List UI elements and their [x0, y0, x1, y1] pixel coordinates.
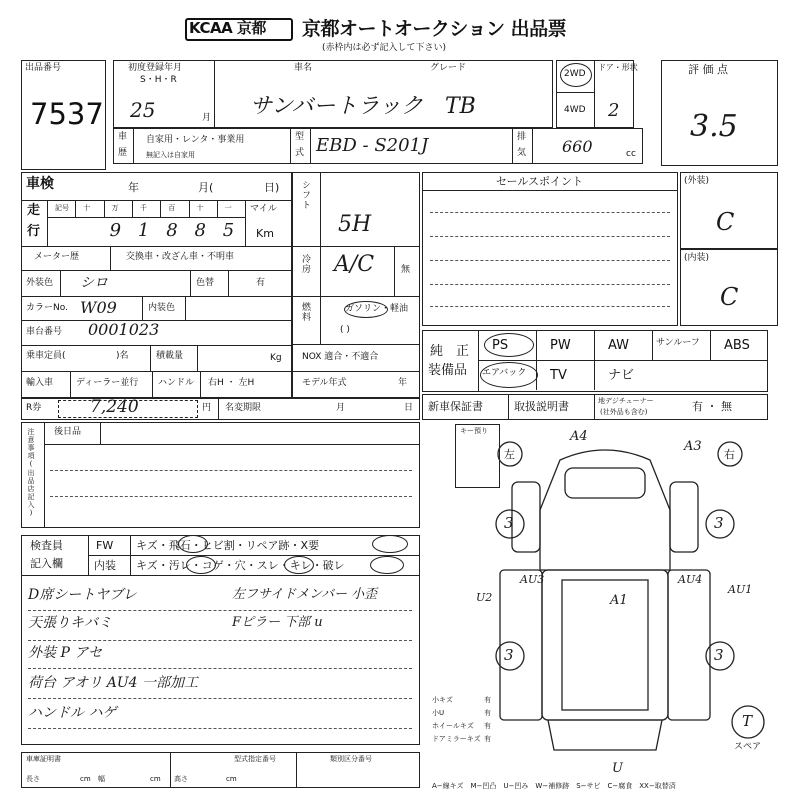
mark-au3: AU3: [520, 573, 545, 586]
handle-options: 右H ・ 左H: [208, 378, 255, 388]
sales-points-box: [422, 172, 678, 326]
footer-type-number: 型式指定番号: [234, 755, 276, 763]
fw-circle-2: [372, 535, 408, 553]
shaken-year: 年: [128, 181, 139, 194]
dealer-label: ディーラー並行: [76, 378, 139, 388]
name-change-day: 日: [404, 403, 414, 413]
shaken-day: 日): [264, 181, 280, 194]
exterior-grade-label: (外装): [684, 176, 710, 186]
mark-u-rear: U: [612, 761, 623, 776]
mark-3-front-right: 3: [714, 514, 724, 532]
fuel-options: ガソリン・軽油: [345, 304, 409, 314]
mile-unit: マイル: [250, 204, 277, 214]
mark-3-rear-left: 3: [504, 646, 514, 664]
grade-label: グレード: [430, 63, 467, 73]
yen-unit: 円: [202, 403, 212, 413]
footer-width: 幅: [98, 775, 105, 783]
interior-inspect-options: キズ・汚レ・コゲ・穴・スレ・キレ・破レ: [136, 559, 345, 572]
model-year-unit: 年: [398, 378, 408, 388]
inspector-label-2: 記入欄: [30, 557, 63, 570]
displacement-label-2: 気: [517, 148, 527, 158]
int-circle-3: [370, 556, 404, 574]
car-name: サンバートラック: [250, 94, 423, 119]
color-change-label: 色替: [196, 278, 215, 288]
digital-tuner-note: (社外品も含む): [600, 408, 648, 416]
inspector-note-3: 天張りキバミ: [28, 615, 112, 631]
mileage-digit: 8: [194, 220, 206, 241]
equipment-label-2: 装備品: [428, 363, 468, 378]
color-no-label: カラーNo.: [26, 303, 68, 313]
mileage-digit-header: 百: [168, 204, 176, 212]
mileage-digit-header: 万: [111, 204, 119, 212]
legend-item: ホイールキズ: [432, 722, 474, 730]
recycle-amount: 7,240: [90, 397, 139, 417]
load-unit: Kg: [270, 353, 282, 363]
score-label: 評 価 点: [688, 63, 728, 76]
drive-2wd: 2WD: [564, 69, 586, 79]
mileage-digit-header: 千: [139, 204, 147, 212]
sales-points-label: セールスポイント: [496, 175, 584, 188]
nox-label: NOX 適合・不適合: [302, 352, 379, 362]
handle-label: ハンドル: [158, 378, 195, 388]
shift-label: シフト: [300, 180, 310, 210]
km-unit: Km: [256, 227, 274, 240]
fuel-other: ( ): [340, 325, 350, 335]
legend-value: 有: [484, 696, 491, 704]
inspector-label-1: 検査員: [30, 539, 63, 552]
footer-class-number: 類別区分番号: [330, 755, 372, 763]
left-side-panel: [500, 570, 545, 720]
equipment-item: TV: [550, 368, 567, 383]
legend-value: 有: [484, 709, 491, 717]
digital-tuner-options: 有 ・ 無: [692, 400, 732, 413]
form-note: (赤枠内は必ず記入して下さい): [322, 43, 447, 53]
model-label-2: 式: [295, 148, 305, 158]
inspector-note-2: 左フサイドメンバー 小歪: [232, 587, 378, 602]
mileage-digit-header: 記号: [55, 204, 69, 212]
car-name-label: 車名: [294, 63, 313, 73]
meter-options: 交換車・改ざん車・不明車: [126, 252, 235, 262]
equipment-label-1: 純 正: [430, 344, 470, 359]
chassis-label: 車台番号: [26, 327, 63, 337]
displacement-label-1: 排: [517, 132, 527, 142]
equipment-box: [422, 330, 768, 392]
interior-grade: C: [720, 283, 739, 311]
model-year-label: モデル年式: [302, 378, 347, 388]
interior-grade-label: (内装): [684, 253, 710, 263]
mark-3-rear-right: 3: [714, 646, 724, 664]
mark-t: T: [742, 712, 753, 730]
equipment-item: エアバック: [482, 368, 527, 378]
ac-value: A/C: [334, 252, 375, 277]
cab-window: [565, 468, 645, 498]
drive-4wd: 4WD: [564, 105, 586, 115]
exterior-grade: C: [716, 208, 735, 236]
color-change-value: 有: [256, 278, 266, 288]
diagram-right-label: 右: [724, 448, 735, 461]
shaken-month: 月(: [198, 181, 214, 194]
mark-3-front-left: 3: [504, 514, 514, 532]
name-change-month: 月: [336, 403, 346, 413]
month-unit: 月: [202, 113, 212, 123]
usage-label-2: 歴: [118, 148, 128, 158]
inspector-note-6: 荷台 アオリ AU4 一部加工: [28, 675, 199, 691]
mileage-digit: 1: [137, 220, 150, 241]
ac-label: 冷房: [300, 254, 310, 274]
mileage-digit-header: 十: [196, 204, 204, 212]
mark-u2: U2: [476, 591, 493, 604]
mark-a4: A4: [570, 429, 588, 444]
recycle-label: R券: [26, 403, 42, 413]
digital-tuner-label: 地デジチューナー: [598, 397, 654, 405]
capacity-label: 乗車定員(: [26, 351, 66, 361]
fw-circle-1: [178, 535, 208, 553]
era-options: S・H・R: [140, 75, 177, 85]
airbag-circle: [480, 362, 538, 388]
manual-label: 取扱説明書: [514, 400, 569, 413]
mark-au1: AU1: [728, 583, 753, 596]
equipment-item: ナビ: [608, 368, 635, 383]
mileage-label-2: 行: [27, 224, 41, 239]
right-side-panel: [668, 570, 710, 720]
mileage-digit-header: 十: [83, 204, 91, 212]
equipment-item: PS: [492, 338, 509, 353]
ps-circle: [484, 333, 534, 357]
legend-item: ドアミラーキズ: [432, 735, 481, 743]
cc-unit: cc: [626, 149, 636, 159]
int-circle-1: [186, 556, 216, 574]
lot-number: 7537: [30, 97, 104, 131]
inspector-note-1: D席シートヤブレ: [28, 587, 137, 603]
import-label: 輸入車: [26, 378, 54, 388]
chassis-number: 0001023: [88, 320, 160, 339]
equipment-item: AW: [608, 338, 630, 353]
model-code: EBD - S201J: [316, 135, 429, 156]
name-change-label: 名変期限: [225, 403, 262, 413]
form-title: 京都オートオークション 出品票: [302, 18, 567, 40]
equipment-item: PW: [550, 338, 571, 353]
footer-height: 高さ: [174, 775, 188, 783]
code-legend: A−線キズ M−凹凸 U−凹み W−補修跡 S−サビ C−腐食 XX−取替済: [432, 782, 676, 790]
fuel-label: 燃料: [300, 302, 310, 322]
diagram-left-label: 左: [504, 448, 515, 461]
shift-value: 5H: [338, 212, 372, 237]
score-value: 3.5: [690, 109, 738, 144]
legend-item: 小U: [432, 709, 445, 717]
logo-text: KCAA 京都: [189, 19, 266, 37]
fw-label: FW: [96, 539, 114, 552]
door-label: ドア・形状: [598, 63, 638, 72]
notes-box: [21, 422, 420, 528]
usage-label-1: 車: [118, 132, 128, 142]
interior-color-label: 内装色: [148, 303, 176, 313]
after-date-label: 後日品: [54, 427, 82, 437]
ac-none: 無: [401, 265, 411, 275]
inspector-note-4: Fピラー 下部 u: [232, 615, 323, 630]
mark-au4: AU4: [678, 573, 703, 586]
bed-outline: [542, 570, 668, 720]
spare-label: スペア: [734, 742, 762, 752]
fw-options: キズ・飛石・ヒビ割・リペア跡・X要: [136, 539, 320, 552]
footer-cm-1: cm: [80, 775, 91, 783]
legend-value: 有: [484, 735, 491, 743]
footer-cm-3: cm: [226, 775, 237, 783]
equipment-item: ABS: [724, 338, 750, 353]
fuel-circle: [344, 301, 388, 318]
footer-length: 長さ: [26, 775, 40, 783]
bed-inner: [562, 580, 648, 710]
mileage-digit: 9: [109, 220, 122, 241]
grade: TB: [445, 94, 476, 119]
usage-note: 無記入は自家用: [146, 151, 195, 159]
color-no: W09: [80, 298, 117, 317]
capacity-unit: )名: [116, 351, 129, 361]
left-door: [512, 482, 540, 552]
inspector-note-7: ハンドル ハゲ: [28, 705, 117, 721]
legend-value: 有: [484, 722, 491, 730]
registration-year: 25: [130, 98, 156, 122]
footer-garage: 車庫証明書: [26, 755, 61, 763]
displacement: 660: [562, 137, 593, 156]
mileage-digit: 8: [166, 220, 178, 241]
usage-options: 自家用・レンタ・事業用: [146, 135, 245, 145]
inspector-note-5: 外装 P アセ: [28, 645, 103, 661]
mileage-digit: 5: [222, 220, 235, 241]
footer-cm-2: cm: [150, 775, 161, 783]
new-car-warranty: 新車保証書: [428, 400, 483, 413]
exterior-color-label: 外装色: [26, 278, 54, 288]
right-door: [670, 482, 698, 552]
notes-side-label: 注意事項(出品店記入): [27, 428, 35, 518]
shaken-label: 車検: [26, 176, 54, 192]
key-label: キー預り: [460, 427, 488, 435]
meter-label: メーター歴: [34, 252, 80, 262]
mileage-label-1: 走: [27, 203, 41, 218]
rear-panel: [548, 720, 662, 750]
equipment-item: サンルーフ: [656, 338, 700, 348]
exterior-color: シロ: [80, 275, 108, 291]
mileage-digit-header: 一: [224, 204, 232, 212]
mark-a1: A1: [610, 593, 628, 608]
door-count: 2: [608, 100, 620, 121]
model-label-1: 型: [295, 132, 305, 142]
load-label: 積載量: [156, 351, 184, 361]
legend-item: 小キズ: [432, 696, 453, 704]
shift-box: [292, 172, 420, 398]
mark-a3: A3: [684, 439, 702, 454]
registration-label: 初度登録年月: [128, 63, 183, 73]
lot-number-label: 出品番号: [25, 63, 62, 73]
int-circle-2: [284, 556, 314, 574]
interior-inspect-label: 内装: [94, 559, 116, 572]
